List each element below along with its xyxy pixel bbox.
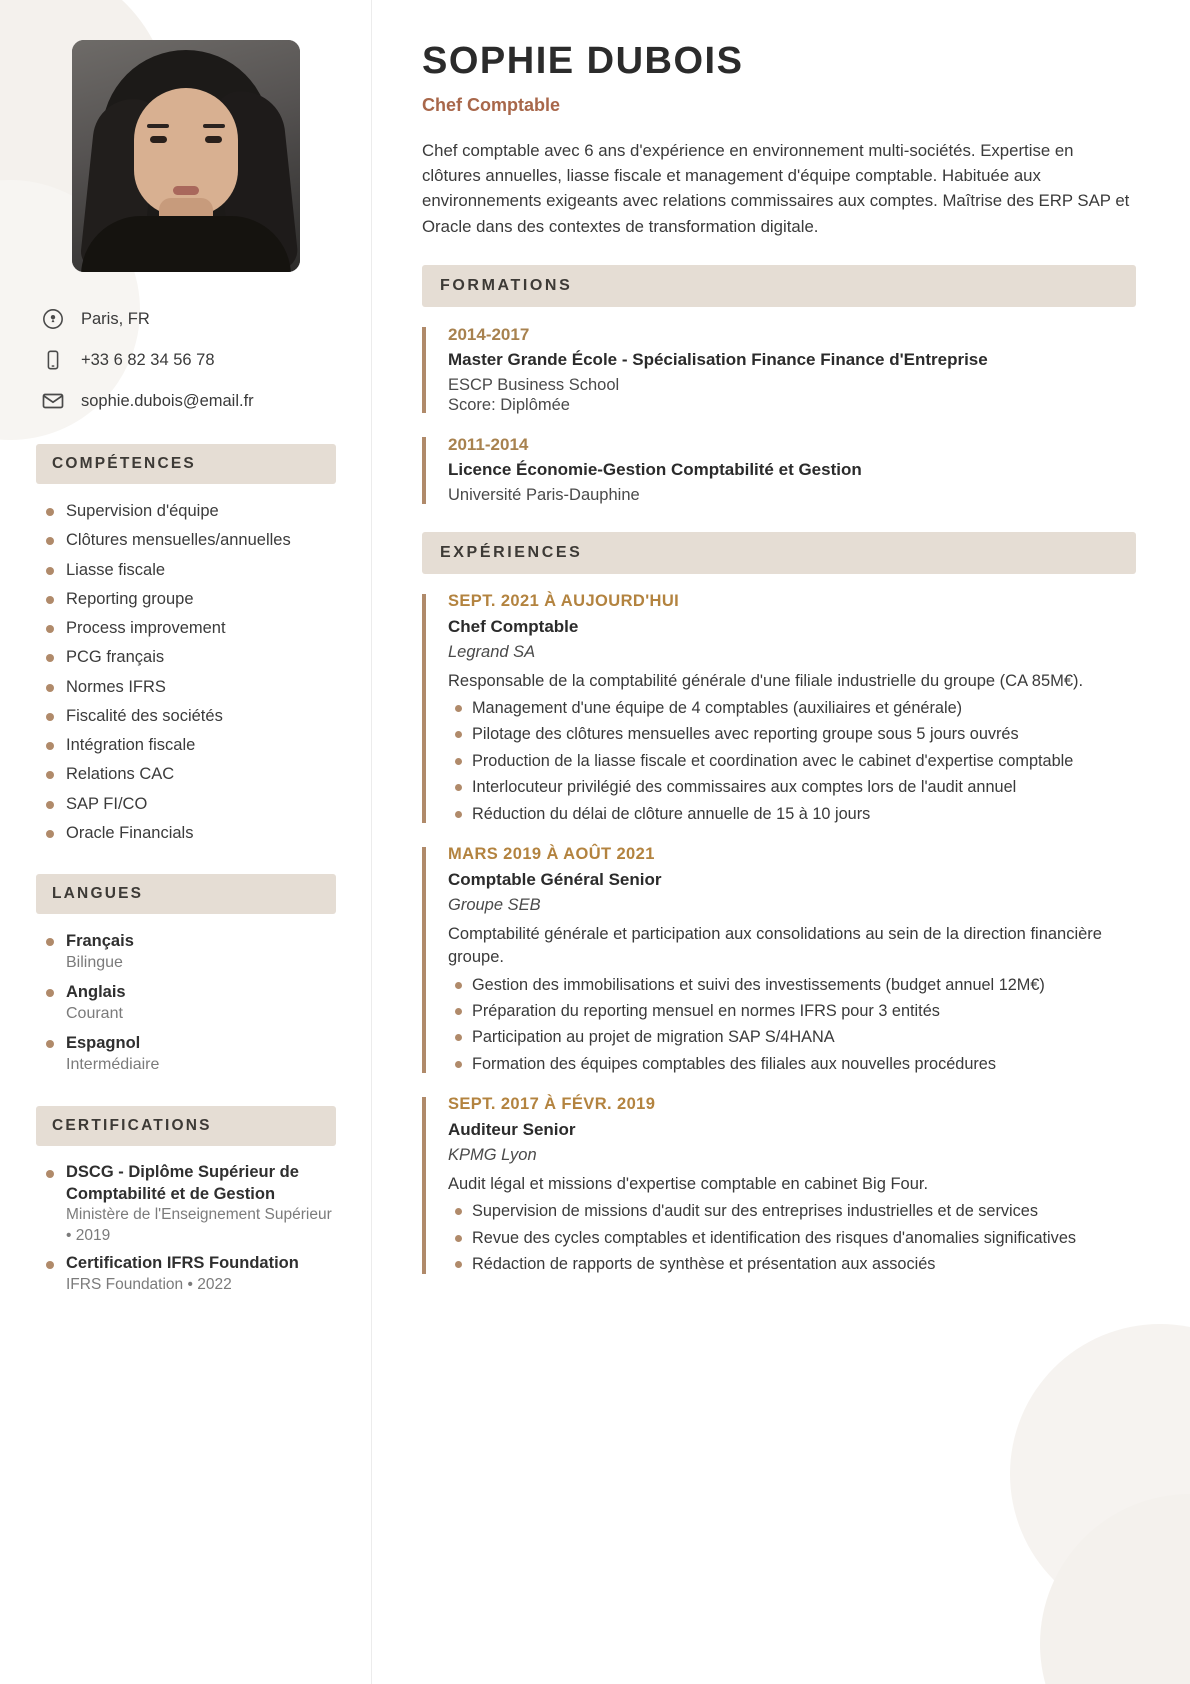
experience-title: Auditeur Senior <box>448 1120 576 1140</box>
certifications-list <box>36 1162 336 1296</box>
list-item: Réduction du délai de clôture annuelle de 15 à 10 jours <box>448 803 1136 825</box>
education-school: ESCP Business School <box>448 375 620 394</box>
contact-phone-text: +33 6 82 34 56 78 <box>81 350 215 369</box>
experience-company: Legrand SA <box>448 643 536 662</box>
experience-description: Comptabilité générale et participation aux consolidations au sein de la direction financière groupe. <box>448 924 1102 967</box>
language-name: Anglais <box>66 983 126 1002</box>
experience-title: Comptable Général Senior <box>448 870 662 890</box>
list-item: PCG français <box>40 646 336 668</box>
list-item: SAP FI/CO <box>40 793 336 815</box>
experience-entry <box>422 845 1136 1075</box>
main-content <box>372 0 1190 1326</box>
job-role-subtitle: Chef Comptable <box>422 95 561 115</box>
list-item <box>40 1162 336 1246</box>
education-date: 2014-2017 <box>448 324 530 344</box>
certifications-section-header: CERTIFICATIONS <box>36 1106 336 1146</box>
list-item <box>40 1253 336 1295</box>
list-item: Normes IFRS <box>40 676 336 698</box>
list-item: Gestion des immobilisations et suivi des investissements (budget annuel 12M€) <box>448 974 1136 996</box>
certification-name: DSCG - Diplôme Supérieur de Comptabilité et de Gestion <box>66 1162 299 1203</box>
certification-name: Certification IFRS Foundation <box>66 1254 299 1273</box>
list-item: Rédaction de rapports de synthèse et présentation aux associés <box>448 1253 1136 1275</box>
education-school: Université Paris-Dauphine <box>448 486 640 505</box>
list-item: Clôtures mensuelles/annuelles <box>40 529 336 551</box>
list-item: Management d'une équipe de 4 comptables (auxiliaires et générale) <box>448 697 1136 719</box>
list-item: Relations CAC <box>40 763 336 785</box>
experience-entry <box>422 592 1136 825</box>
experience-achievements <box>448 1200 1136 1275</box>
education-entry <box>422 325 1136 415</box>
list-item: Liasse fiscale <box>40 559 336 581</box>
education-date: 2011-2014 <box>448 435 529 455</box>
experience-date: SEPT. 2017 À FÉVR. 2019 <box>448 1095 656 1114</box>
experience-date: MARS 2019 À AOÛT 2021 <box>448 845 655 864</box>
languages-section-header: LANGUES <box>36 874 336 914</box>
list-item: Intégration fiscale <box>40 734 336 756</box>
contact-location <box>40 306 336 332</box>
phone-icon <box>40 347 66 373</box>
education-title: Master Grande École - Spécialisation Finance Finance d'Entreprise <box>448 349 988 369</box>
list-item: Participation au projet de migration SAP S/4HANA <box>448 1026 1136 1048</box>
envelope-icon <box>40 388 66 414</box>
language-level: Intermédiaire <box>66 1056 160 1074</box>
list-item: Interlocuteur privilégié des commissaires aux comptes lors de l'audit annuel <box>448 776 1136 798</box>
certification-meta: IFRS Foundation • 2022 <box>66 1275 232 1293</box>
experience-company: KPMG Lyon <box>448 1146 537 1165</box>
list-item: Process improvement <box>40 617 336 639</box>
experience-section-header: EXPÉRIENCES <box>422 532 1136 574</box>
language-name: Espagnol <box>66 1033 141 1052</box>
sidebar <box>0 0 372 1684</box>
experience-description: Responsable de la comptabilité générale d'une filiale industrielle du groupe (CA 85M€). <box>448 671 1084 690</box>
education-entry <box>422 435 1136 506</box>
experience-achievements <box>448 974 1136 1076</box>
languages-list <box>36 930 336 1076</box>
list-item: Pilotage des clôtures mensuelles avec reporting groupe sous 5 jours ouvrés <box>448 723 1136 745</box>
language-level: Courant <box>66 1005 123 1023</box>
contact-block <box>36 306 336 414</box>
list-item: Formation des équipes comptables des filiales aux nouvelles procédures <box>448 1053 1136 1075</box>
list-item: Supervision d'équipe <box>40 500 336 522</box>
list-item: Supervision de missions d'audit sur des entreprises industrielles et de services <box>448 1200 1136 1222</box>
education-score: Score: Diplômée <box>448 396 570 415</box>
education-section-header: FORMATIONS <box>422 265 1136 307</box>
profile-summary: Chef comptable avec 6 ans d'expérience en environnement multi-sociétés. Expertise en clôtures annuelles, liasse fiscale et management d'équipe comptable. Habituée aux environnements exigeants avec relations commissaires aux comptes. Maîtrise des ERP SAP et Oracle dans des contextes de transformation digitale. <box>422 141 1130 236</box>
contact-phone <box>40 347 336 373</box>
list-item <box>40 1032 336 1076</box>
list-item: Revue des cycles comptables et identification des risques d'anomalies significatives <box>448 1227 1136 1249</box>
avatar <box>72 40 300 272</box>
contact-email <box>40 388 336 414</box>
list-item: Reporting groupe <box>40 588 336 610</box>
experience-description: Audit légal et missions d'expertise comptable en cabinet Big Four. <box>448 1174 929 1193</box>
experience-entry <box>422 1095 1136 1275</box>
contact-location-text: Paris, FR <box>81 309 150 328</box>
experience-date: SEPT. 2021 À AUJOURD'HUI <box>448 592 680 611</box>
language-name: Français <box>66 932 134 951</box>
page-title: SOPHIE DUBOIS <box>422 40 744 82</box>
list-item <box>40 930 336 974</box>
certification-meta: Ministère de l'Enseignement Supérieur • 2019 <box>66 1206 332 1244</box>
language-level: Bilingue <box>66 954 123 972</box>
skills-section-header: COMPÉTENCES <box>36 444 336 484</box>
list-item: Production de la liasse fiscale et coordination avec le cabinet d'expertise comptable <box>448 750 1136 772</box>
list-item <box>40 981 336 1025</box>
experience-achievements <box>448 697 1136 825</box>
contact-email-text: sophie.dubois@email.fr <box>81 391 254 410</box>
skills-list <box>36 500 336 844</box>
education-title: Licence Économie-Gestion Comptabilité et Gestion <box>448 460 862 480</box>
list-item: Fiscalité des sociétés <box>40 705 336 727</box>
experience-company: Groupe SEB <box>448 896 541 915</box>
list-item: Préparation du reporting mensuel en normes IFRS pour 3 entités <box>448 1000 1136 1022</box>
location-pin-icon <box>40 306 66 332</box>
experience-title: Chef Comptable <box>448 617 579 637</box>
list-item: Oracle Financials <box>40 822 336 844</box>
